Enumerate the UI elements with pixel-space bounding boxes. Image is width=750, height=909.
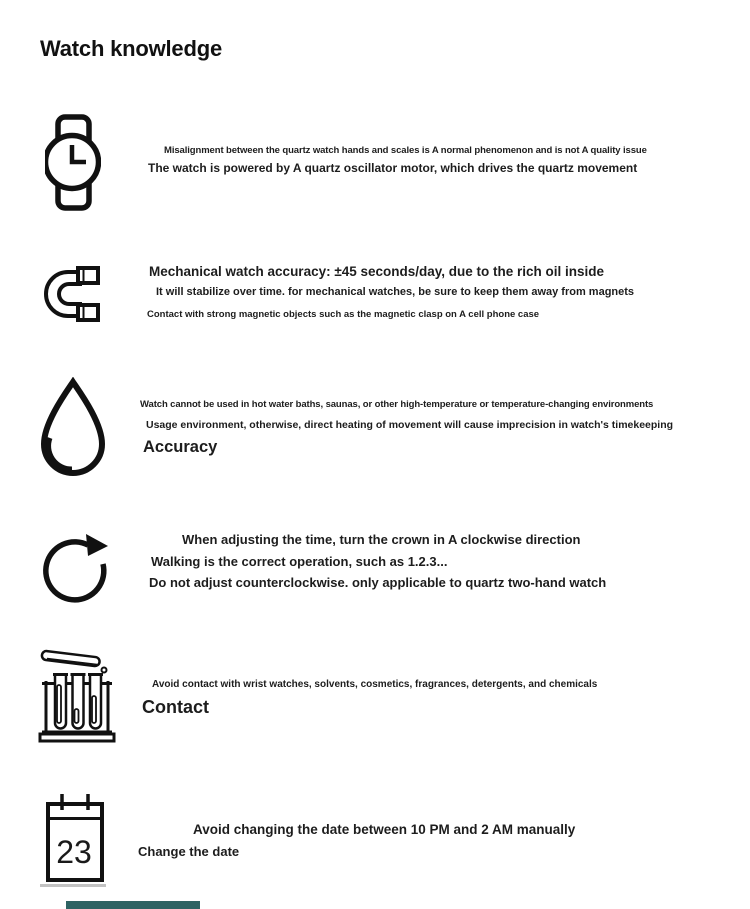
text-line: Usage environment, otherwise, direct heating of movement will cause imprecision in watch's timekeeping xyxy=(146,419,674,431)
bottom-accent-bar xyxy=(66,901,200,909)
text-line: When adjusting the time, turn the crown in A clockwise direction xyxy=(182,532,581,547)
section-temperature xyxy=(135,399,747,457)
text-line: It will stabilize over time. for mechanical watches, be sure to keep them away from magnets xyxy=(156,286,635,298)
section-subheading: Contact xyxy=(142,697,209,717)
page-title: Watch knowledge xyxy=(40,36,222,61)
section-chemicals xyxy=(135,679,747,718)
section-time-setting xyxy=(135,532,747,590)
section-quartz-movement xyxy=(140,145,750,175)
section-subheading: Accuracy xyxy=(143,438,218,456)
text-line: Change the date xyxy=(138,844,240,859)
text-line: Watch cannot be used in hot water baths, saunas, or other high-temperature or temperature-changing environments xyxy=(140,399,654,410)
text-line: Walking is the correct operation, such as 1.2.3... xyxy=(151,554,448,569)
text-line: Do not adjust counterclockwise. only applicable to quartz two-hand watch xyxy=(149,575,607,590)
water-drop-icon xyxy=(37,377,109,479)
text-line: Avoid contact with wrist watches, solvents, cosmetics, fragrances, detergents, and chemicals xyxy=(152,679,598,690)
wrist-watch-icon xyxy=(45,114,101,212)
text-line: Mechanical watch accuracy: ±45 seconds/day, due to the rich oil inside xyxy=(149,264,605,279)
calendar-day-number: 23 xyxy=(56,834,92,870)
text-line: The watch is powered by A quartz oscillator motor, which drives the quartz movement xyxy=(148,161,638,175)
text-line: Contact with strong magnetic objects such as the magnetic clasp on A cell phone case xyxy=(147,309,540,320)
calendar-shadow xyxy=(40,884,106,887)
section-date-change xyxy=(135,822,747,859)
text-line: Misalignment between the quartz watch hands and scales is A normal phenomenon and is not A quality issue xyxy=(164,145,647,156)
clockwise-rotation-icon xyxy=(40,522,116,612)
calendar-icon xyxy=(45,792,105,885)
magnet-icon xyxy=(42,265,106,323)
section-magnetism xyxy=(140,264,750,320)
test-tubes-icon xyxy=(38,643,118,745)
text-line: Avoid changing the date between 10 PM and 2 AM manually xyxy=(193,822,576,837)
